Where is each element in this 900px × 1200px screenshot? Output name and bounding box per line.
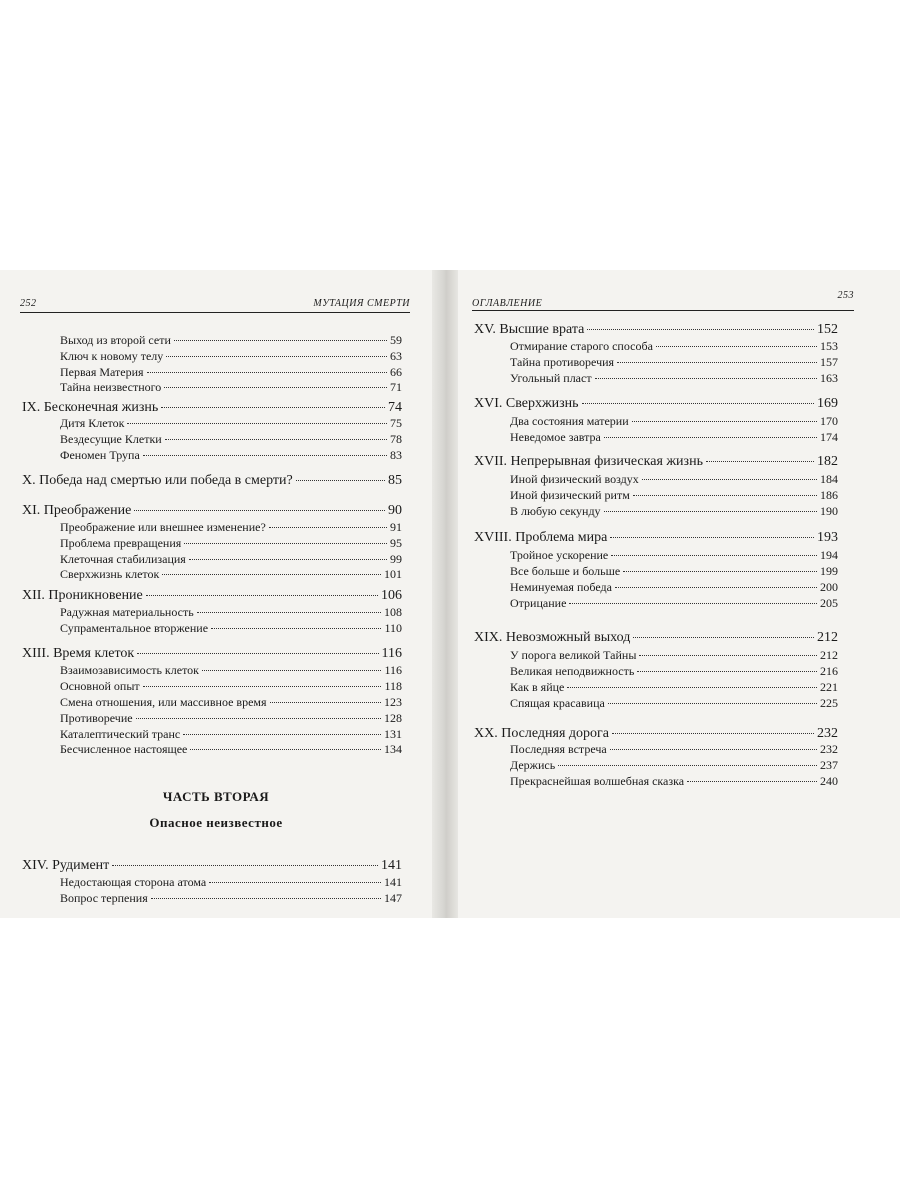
toc-section-entry [510,564,838,579]
part-label: ЧАСТЬ ВТОРАЯ [162,789,270,804]
toc-page-number: 85 [388,473,402,488]
toc-page-number: 200 [820,580,838,594]
toc-entry-title: Великая неподвижность [510,664,635,678]
toc-entry-title: Вопрос терпения [60,891,148,905]
toc-entry-title: XVI. Сверхжизнь [474,396,579,411]
toc-dot-leader [166,356,387,357]
toc-page-number: 194 [820,548,838,562]
toc-entry-title: Неведомое завтра [510,430,601,444]
toc-entry-title: Прекраснейшая волшебная сказка [510,774,685,788]
toc-section-entry [510,648,838,663]
toc-section-entry [510,596,838,611]
toc-dot-leader [143,455,387,456]
toc-chapter-entry [22,473,402,489]
toc-entry-title: Иной физический воздух [510,472,639,486]
toc-dot-leader [595,378,817,379]
toc-page-number: 232 [820,742,838,756]
toc-dot-leader [633,495,817,496]
toc-dot-leader [189,559,387,560]
toc-dot-leader [146,595,378,596]
toc-dot-leader [190,749,381,750]
toc-page-number: 78 [390,432,402,446]
toc-page-number: 186 [820,488,838,502]
toc-page-number: 182 [817,454,838,469]
toc-entry-title: Вездесущие Клетки [60,432,162,446]
toc-page-number: 152 [817,322,838,337]
toc-dot-leader [706,461,814,462]
toc-entry-title: Противоречие [60,711,133,725]
toc-section-entry [60,605,402,620]
toc-dot-leader [136,718,381,719]
toc-dot-leader [610,749,817,750]
toc-chapter-entry [22,503,402,519]
book-gutter [432,270,458,918]
toc-dot-leader [639,655,817,656]
toc-page-number: 91 [390,520,402,534]
toc-dot-leader [161,407,385,408]
toc-entry-title: Иной физический ритм [510,488,630,502]
toc-section-entry [60,536,402,551]
toc-dot-leader [604,437,817,438]
toc-section-entry [510,339,838,354]
toc-section-entry [510,774,838,789]
toc-dot-leader [164,387,387,388]
part-subtitle: Опасное неизвестное [149,815,283,830]
toc-page-number: 108 [384,605,402,619]
toc-page-number: 225 [820,696,838,710]
toc-dot-leader [608,703,817,704]
toc-chapter-entry [22,646,402,662]
toc-entry-title: Отрицание [510,596,567,610]
toc-dot-leader [197,612,381,613]
toc-entry-title: Неминуемая победа [510,580,612,594]
toc-section-entry [510,680,838,695]
toc-entry-title: Выход из второй сети [60,333,171,347]
toc-entry-title: Угольный пласт [510,371,592,385]
toc-page-number: 106 [381,588,402,603]
toc-page-number: 59 [390,333,402,347]
toc-entry-title: Основной опыт [60,679,140,693]
toc-page-number: 193 [817,530,838,545]
toc-entry-title: Супраментальное вторжение [60,621,209,635]
toc-dot-leader [567,687,817,688]
toc-section-entry [510,355,838,370]
toc-page-number: 205 [820,596,838,610]
toc-dot-leader [611,555,817,556]
toc-section-entry [60,891,402,906]
toc-dot-leader [183,734,381,735]
toc-section-entry [510,488,838,503]
toc-dot-leader [143,686,382,687]
toc-page-number: 71 [390,380,402,394]
right-page-number: 253 [837,290,854,301]
toc-page-number: 157 [820,355,838,369]
toc-entry-title: XX. Последняя дорога [474,726,609,741]
toc-page-number: 170 [820,414,838,428]
toc-page-number: 240 [820,774,838,788]
toc-section-entry [60,679,402,694]
toc-section-entry [60,333,402,348]
toc-section-entry [510,664,838,679]
toc-entry-title: IX. Бесконечная жизнь [22,400,159,415]
toc-section-entry [510,758,838,773]
toc-page-number: 169 [817,396,838,411]
toc-entry-title: Как в яйце [510,680,565,694]
toc-entry-title: Спящая красавица [510,696,605,710]
toc-dot-leader [165,439,387,440]
toc-section-entry [60,349,402,364]
toc-page-number: 190 [820,504,838,518]
toc-page-number: 131 [384,727,402,741]
toc-dot-leader [612,733,814,734]
toc-dot-leader [162,574,381,575]
toc-chapter-entry [474,396,838,412]
toc-entry-title: X. Победа над смертью или победа в смерти? [22,473,293,488]
toc-dot-leader [633,637,814,638]
toc-dot-leader [623,571,817,572]
toc-dot-leader [147,372,387,373]
toc-page-number: 237 [820,758,838,772]
toc-page-number: 184 [820,472,838,486]
toc-page-number: 74 [388,400,402,415]
toc-entry-title: Сверхжизнь клеток [60,567,160,581]
toc-chapter-entry [22,588,402,604]
toc-entry-title: Взаимозависимость клеток [60,663,199,677]
toc-dot-leader [587,329,814,330]
toc-entry-title: XI. Преображение [22,503,132,518]
toc-entry-title: Первая Материя [60,365,144,379]
toc-dot-leader [615,587,817,588]
toc-dot-leader [582,403,814,404]
toc-entry-title: Дитя Клеток [60,416,125,430]
toc-section-entry [60,416,402,431]
toc-section-entry [60,711,402,726]
toc-entry-title: Клеточная стабилизация [60,552,186,566]
toc-entry-title: Ключ к новому телу [60,349,164,363]
toc-page-number: 101 [384,567,402,581]
toc-section-entry [60,567,402,582]
toc-entry-title: XVII. Непрерывная физическая жизнь [474,454,703,469]
toc-page-number: 90 [388,503,402,518]
toc-dot-leader [642,479,817,480]
toc-section-entry [510,430,838,445]
toc-section-entry [60,432,402,447]
toc-chapter-entry [474,530,838,546]
toc-section-entry [510,548,838,563]
toc-page-number: 134 [384,742,402,756]
toc-entry-title: Тайна неизвестного [60,380,162,394]
toc-section-entry [60,742,402,757]
toc-section-entry [510,472,838,487]
toc-page-number: 232 [817,726,838,741]
toc-section-entry [60,727,402,742]
toc-section-entry [60,448,402,463]
toc-page-number: 75 [390,416,402,430]
toc-entry-title: Каталептический транс [60,727,181,741]
toc-page-number: 99 [390,552,402,566]
toc-dot-leader [137,653,378,654]
toc-dot-leader [610,537,814,538]
toc-entry-title: Проблема превращения [60,536,182,550]
toc-entry-title: XII. Проникновение [22,588,143,603]
toc-section-entry [60,380,402,395]
toc-dot-leader [151,898,381,899]
toc-entry-title: Бесчисленное настоящее [60,742,188,756]
toc-page-number: 66 [390,365,402,379]
right-running-head: ОГЛАВЛЕНИЕ [472,298,543,309]
toc-dot-leader [127,423,387,424]
toc-entry-title: Феномен Трупа [60,448,140,462]
toc-dot-leader [632,421,817,422]
toc-page-number: 153 [820,339,838,353]
toc-dot-leader [558,765,817,766]
toc-page-number: 147 [384,891,402,905]
right-page [458,270,900,918]
toc-dot-leader [296,480,385,481]
toc-page-number: 163 [820,371,838,385]
toc-section-entry [60,520,402,535]
toc-section-entry [60,695,402,710]
toc-chapter-entry [474,726,838,742]
toc-entry-title: Отмирание старого способа [510,339,653,353]
toc-dot-leader [656,346,817,347]
toc-chapter-entry [22,400,402,416]
toc-dot-leader [269,527,387,528]
toc-section-entry [510,696,838,711]
toc-dot-leader [174,340,387,341]
right-header-rule [472,310,854,311]
toc-entry-title: Преображение или внешнее изменение? [60,520,266,534]
toc-section-entry [510,414,838,429]
toc-page-number: 116 [384,663,402,677]
toc-dot-leader [569,603,817,604]
toc-page-number: 199 [820,564,838,578]
toc-page-number: 141 [384,875,402,889]
left-page [0,270,432,918]
toc-page-number: 221 [820,680,838,694]
left-page-number: 252 [20,298,37,309]
toc-dot-leader [604,511,817,512]
toc-chapter-entry [474,322,838,338]
toc-entry-title: У порога великой Тайны [510,648,637,662]
toc-section-entry [510,371,838,386]
toc-entry-title: Радужная материальность [60,605,194,619]
toc-section-entry [60,663,402,678]
toc-page-number: 116 [381,646,402,661]
toc-section-entry [510,742,838,757]
toc-dot-leader [211,628,381,629]
toc-entry-title: Смена отношения, или массивное время [60,695,267,709]
toc-page-number: 141 [381,858,402,873]
left-running-head: МУТАЦИЯ СМЕРТИ [313,298,410,309]
toc-dot-leader [202,670,381,671]
toc-entry-title: XIII. Время клеток [22,646,135,661]
toc-page-number: 212 [820,648,838,662]
toc-entry-title: XIX. Невозможный выход [474,630,631,645]
toc-entry-title: Держись [510,758,556,772]
toc-section-entry [510,504,838,519]
toc-page-number: 110 [384,621,402,635]
toc-page-number: 83 [390,448,402,462]
toc-chapter-entry [474,454,838,470]
toc-page-number: 128 [384,711,402,725]
toc-dot-leader [637,671,817,672]
toc-entry-title: XVIII. Проблема мира [474,530,608,545]
toc-dot-leader [112,865,378,866]
toc-dot-leader [209,882,381,883]
toc-chapter-entry [22,858,402,874]
toc-section-entry [60,365,402,380]
toc-section-entry [60,621,402,636]
toc-entry-title: В любую секунду [510,504,601,518]
toc-entry-title: XV. Высшие врата [474,322,585,337]
left-header-rule [20,312,410,313]
toc-section-entry [60,552,402,567]
toc-entry-title: XIV. Рудимент [22,858,110,873]
toc-page-number: 216 [820,664,838,678]
toc-page-number: 123 [384,695,402,709]
toc-section-entry [510,580,838,595]
toc-page-number: 63 [390,349,402,363]
toc-entry-title: Все больше и больше [510,564,621,578]
toc-entry-title: Тройное ускорение [510,548,609,562]
toc-section-entry [60,875,402,890]
toc-entry-title: Тайна противоречия [510,355,615,369]
toc-dot-leader [687,781,817,782]
toc-entry-title: Два состояния материи [510,414,629,428]
toc-page-number: 118 [384,679,402,693]
toc-page-number: 174 [820,430,838,444]
toc-entry-title: Последняя встреча [510,742,607,756]
toc-chapter-entry [474,630,838,646]
toc-dot-leader [184,543,387,544]
toc-page-number: 212 [817,630,838,645]
toc-entry-title: Недостающая сторона атома [60,875,207,889]
toc-dot-leader [270,702,381,703]
toc-page-number: 95 [390,536,402,550]
toc-dot-leader [134,510,385,511]
toc-dot-leader [617,362,817,363]
